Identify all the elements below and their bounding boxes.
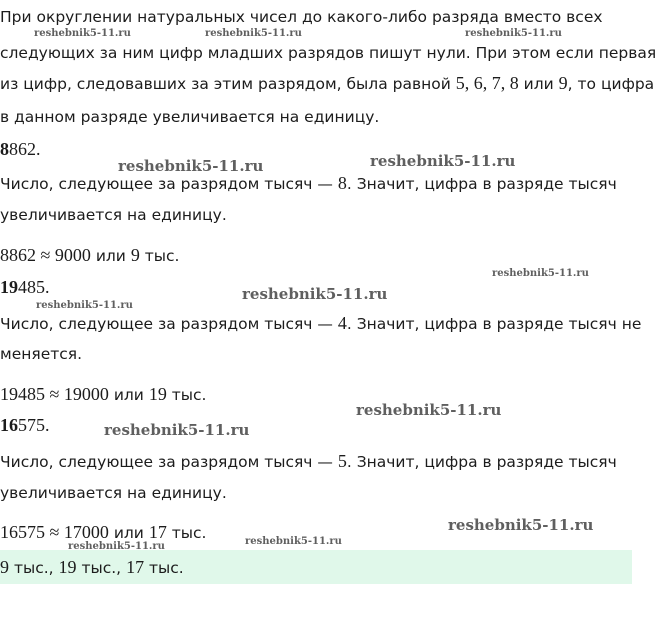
watermark: reshebnik5-11.ru [36,300,133,311]
answer-box [0,550,632,584]
watermark: reshebnik5-11.ru [465,28,562,39]
example-1-result: 8862 ≈ 9000 или 9 тыс. [0,245,180,265]
example-3-explanation-1: Число, следующее за разрядом тысяч — 5. Значит, цифра в разряде тысяч [0,451,617,471]
intro-line-2: следующих за ним цифр младших разрядов пишут нули. При этом если первая [0,44,656,62]
watermark: reshebnik5-11.ru [492,268,589,279]
watermark: reshebnik5-11.ru [34,28,131,39]
example-2-explanation-1: Число, следующее за разрядом тысяч — 4. Значит, цифра в разряде тысяч не [0,313,642,333]
example-1-explanation-1: Число, следующее за разрядом тысяч — 8. Значит, цифра в разряде тысяч [0,173,617,193]
example-2-explanation-2: меняется. [0,345,83,363]
example-1-number: 8862. [0,139,41,159]
watermark: reshebnik5-11.ru [370,152,516,170]
intro-line-4: в данном разряде увеличивается на единицу. [0,108,380,126]
answer-text: 9 тыс., 19 тыс., 17 тыс. [0,557,184,577]
watermark: reshebnik5-11.ru [242,285,388,303]
example-1-explanation-2: увеличивается на единицу. [0,206,227,224]
example-3-number: 16575. [0,415,50,435]
example-2-number: 19485. [0,277,50,297]
watermark: reshebnik5-11.ru [68,541,165,552]
example-3-explanation-2: увеличивается на единицу. [0,484,227,502]
example-3-result: 16575 ≈ 17000 или 17 тыс. [0,522,207,542]
intro-line-1: При округлении натуральных чисел до какого-либо разряда вместо всех [0,8,603,26]
watermark: reshebnik5-11.ru [356,401,502,419]
watermark: reshebnik5-11.ru [118,157,264,175]
watermark: reshebnik5-11.ru [205,28,302,39]
watermark: reshebnik5-11.ru [448,516,594,534]
watermark: reshebnik5-11.ru [245,536,342,547]
example-2-result: 19485 ≈ 19000 или 19 тыс. [0,384,207,404]
intro-line-3: из цифр, следовавших за этим разрядом, была равной 5, 6, 7, 8 или 9, то цифра [0,73,655,93]
watermark: reshebnik5-11.ru [104,421,250,439]
